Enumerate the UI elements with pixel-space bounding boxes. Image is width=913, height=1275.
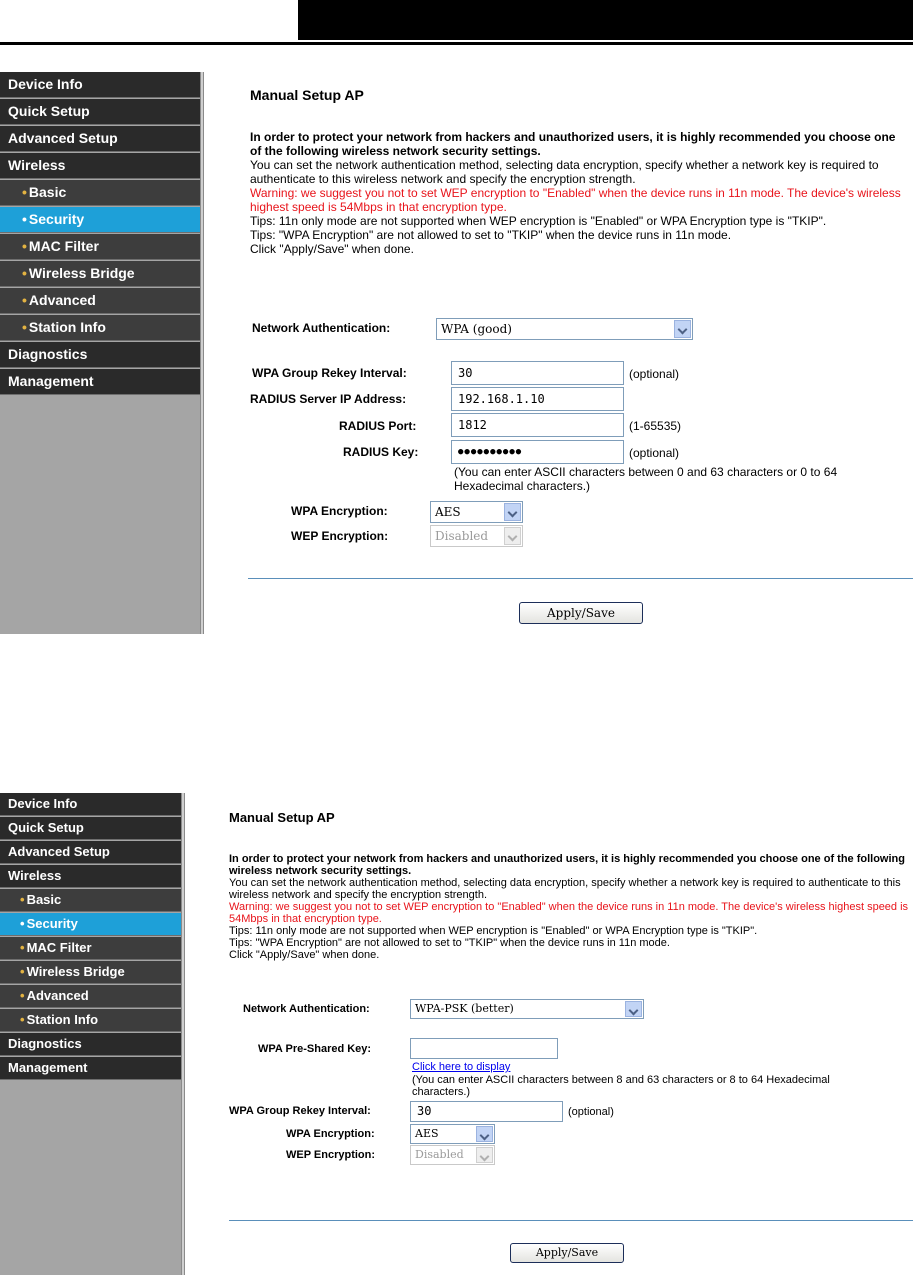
menu-management[interactable]: Management — [0, 1057, 181, 1080]
network-auth-select[interactable]: WPA (good) — [436, 318, 693, 340]
wpa-encryption-select[interactable]: AES — [430, 501, 523, 523]
rekey-interval-label: WPA Group Rekey Interval: — [252, 366, 407, 380]
menu-wireless[interactable]: Wireless — [0, 153, 200, 179]
divider-line — [248, 578, 913, 579]
chevron-down-icon — [476, 1147, 493, 1163]
menu-wireless-advanced[interactable]: • Advanced — [0, 985, 181, 1008]
chevron-down-icon — [504, 527, 521, 545]
radius-key-input[interactable]: ●●●●●●●●●● — [451, 440, 624, 464]
network-auth-label: Network Authentication: — [252, 321, 391, 335]
psk-label: WPA Pre-Shared Key: — [258, 1043, 372, 1055]
menu-diagnostics[interactable]: Diagnostics — [0, 342, 200, 368]
intro-text — [250, 130, 905, 256]
wpa-encryption-select[interactable]: AES — [410, 1124, 495, 1144]
menu-wireless-station-info[interactable]: • Station Info — [0, 1009, 181, 1032]
menu-wireless-basic[interactable]: • Basic — [0, 180, 200, 206]
header-rule — [0, 42, 913, 45]
chevron-down-icon — [476, 1126, 493, 1142]
menu-wireless-mac-filter[interactable]: • MAC Filter — [0, 937, 181, 960]
chevron-down-icon — [504, 503, 521, 521]
intro-normal: You can set the network authentication method, selecting data encryption, specify whether a network key is required to authenticate to this wireless network and specify the encryption strength. — [250, 158, 879, 186]
menu-quick-setup[interactable]: Quick Setup — [0, 817, 181, 840]
apply-hint: Click "Apply/Save" when done. — [229, 949, 380, 961]
network-auth-label: Network Authentication: — [243, 1003, 370, 1015]
radius-ip-input[interactable]: 192.168.1.10 — [451, 387, 624, 411]
menu-advanced-setup[interactable]: Advanced Setup — [0, 841, 181, 864]
chevron-down-icon — [674, 320, 691, 338]
screenshot-wpa — [0, 72, 913, 634]
rekey-optional-note: (optional) — [568, 1106, 614, 1118]
radius-port-input[interactable]: 1812 — [451, 413, 624, 437]
apply-save-button[interactable]: Apply/Save — [510, 1243, 624, 1263]
tip-2: Tips: "WPA Encryption" are not allowed to set to "TKIP" when the device runs in 11n mode. — [229, 937, 670, 949]
menu-wireless-bridge[interactable]: • Wireless Bridge — [0, 961, 181, 984]
intro-bold: In order to protect your network from hackers and unauthorized users, it is highly recommended you choose one of the following wireless network security settings. — [229, 853, 905, 877]
network-auth-select[interactable]: WPA-PSK (better) — [410, 999, 644, 1019]
menu-wireless-station-info[interactable]: • Station Info — [0, 315, 200, 341]
page-title: Manual Setup AP — [250, 87, 364, 103]
radius-ip-label: RADIUS Server IP Address: — [250, 392, 407, 406]
menu-wireless-security[interactable]: • Security — [0, 913, 181, 936]
apply-save-button[interactable]: Apply/Save — [519, 602, 643, 624]
rekey-interval-label: WPA Group Rekey Interval: — [229, 1105, 371, 1117]
chevron-down-icon — [625, 1001, 642, 1017]
wep-encryption-label: WEP Encryption: — [291, 529, 389, 543]
header-bar — [298, 0, 913, 40]
wep-encryption-select: Disabled — [410, 1145, 495, 1165]
wep-encryption-label: WEP Encryption: — [286, 1149, 376, 1161]
radius-key-label: RADIUS Key: — [343, 445, 419, 459]
menu-wireless-bridge[interactable]: • Wireless Bridge — [0, 261, 200, 287]
intro-normal: You can set the network authentication method, selecting data encryption, specify whether a network key is required to authenticate to this wireless network and specify the encryption strength. — [229, 877, 901, 901]
menu-advanced-setup[interactable]: Advanced Setup — [0, 126, 200, 152]
screenshot-wpa-psk — [0, 793, 913, 1275]
warning-text: Warning: we suggest you not to set WEP encryption to "Enabled" when the device runs in 11n mode. The device's wireless highest speed is 54Mbps in that encryption type. — [229, 901, 909, 925]
tip-1: Tips: 11n only mode are not supported when WEP encryption is "Enabled" or WPA Encryption type is "TKIP". — [229, 925, 758, 937]
radius-port-range: (1-65535) — [629, 419, 682, 433]
wep-encryption-select: Disabled — [430, 525, 523, 547]
menu-wireless-mac-filter[interactable]: • MAC Filter — [0, 234, 200, 260]
main-content — [0, 72, 913, 634]
intro-bold: In order to protect your network from hackers and unauthorized users, it is highly recommended you choose one of the following wireless network security settings. — [250, 130, 896, 158]
tip-1: Tips: 11n only mode are not supported when WEP encryption is "Enabled" or WPA Encryption type is "TKIP". — [250, 214, 827, 228]
page-title: Manual Setup AP — [229, 810, 335, 825]
rekey-optional-note: (optional) — [629, 367, 680, 381]
menu-device-info[interactable]: Device Info — [0, 793, 181, 816]
rekey-interval-input[interactable]: 30 — [410, 1101, 563, 1122]
show-psk-link[interactable]: Click here to display — [412, 1061, 511, 1073]
wpa-encryption-label: WPA Encryption: — [286, 1128, 375, 1140]
psk-input[interactable] — [410, 1038, 558, 1059]
menu-device-info[interactable]: Device Info — [0, 72, 200, 98]
warning-text: Warning: we suggest you not to set WEP encryption to "Enabled" when the device runs in 11n mode. The device's wireless highest speed is 54Mbps in that encryption type. — [250, 186, 901, 214]
tip-2: Tips: "WPA Encryption" are not allowed to set to "TKIP" when the device runs in 11n mode. — [250, 228, 732, 242]
intro-text — [229, 853, 913, 961]
radius-key-hint: (You can enter ASCII characters between 0 and 63 characters or 0 to 64 Hexadecimal characters.) — [454, 465, 838, 493]
apply-hint: Click "Apply/Save" when done. — [250, 242, 414, 256]
menu-diagnostics[interactable]: Diagnostics — [0, 1033, 181, 1056]
main-content — [0, 793, 913, 1275]
psk-hint: (You can enter ASCII characters between 8 and 63 characters or 8 to 64 Hexadecimal characters.) — [412, 1074, 830, 1098]
menu-wireless-security[interactable]: • Security — [0, 207, 200, 233]
radius-key-optional-note: (optional) — [629, 446, 680, 460]
menu-quick-setup[interactable]: Quick Setup — [0, 99, 200, 125]
wpa-encryption-label: WPA Encryption: — [291, 504, 388, 518]
radius-port-label: RADIUS Port: — [339, 419, 417, 433]
menu-wireless-advanced[interactable]: • Advanced — [0, 288, 200, 314]
rekey-interval-input[interactable]: 30 — [451, 361, 624, 385]
menu-wireless[interactable]: Wireless — [0, 865, 181, 888]
menu-wireless-basic[interactable]: • Basic — [0, 889, 181, 912]
menu-management[interactable]: Management — [0, 369, 200, 395]
divider-line — [229, 1220, 913, 1221]
